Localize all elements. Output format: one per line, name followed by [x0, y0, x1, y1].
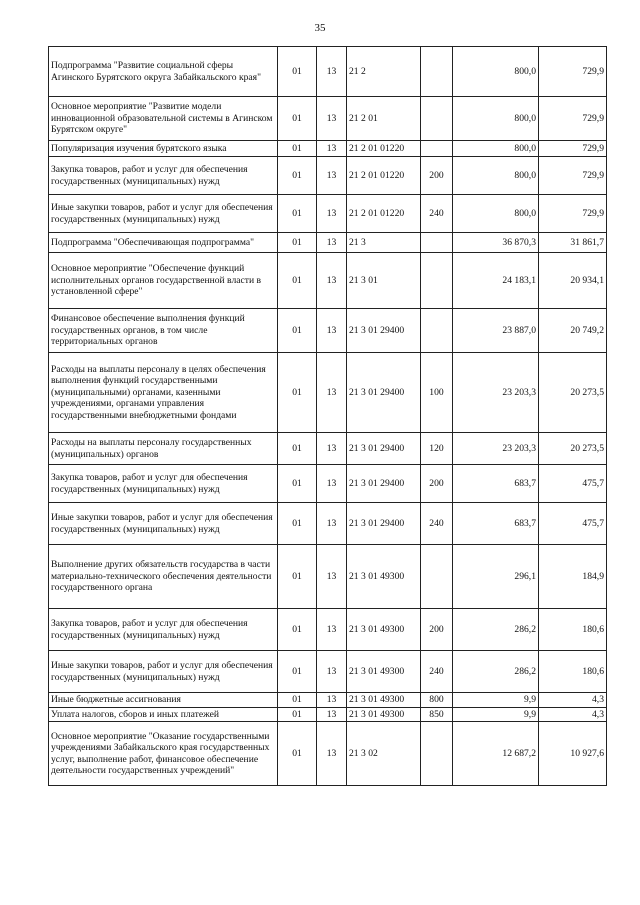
- row-section-code: 01: [278, 195, 317, 233]
- row-planned-amount: 9,9: [453, 707, 539, 722]
- row-name: Финансовое обеспечение выполнения функций государственных органов, в том числе территориальных органов: [49, 309, 278, 353]
- row-executed-amount: 20 934,1: [539, 253, 607, 309]
- row-target-article-code: 21 3 01 49300: [347, 609, 421, 651]
- table-row: [49, 503, 607, 545]
- row-target-article-code: 21 2 01 01220: [347, 195, 421, 233]
- row-executed-amount: 4,3: [539, 693, 607, 708]
- row-expense-type-code: [421, 253, 453, 309]
- row-section-code: 01: [278, 433, 317, 465]
- row-name: Основное мероприятие "Оказание государственными учреждениями Забайкальского края государственных услуг, выполнение работ, финансовое обеспечение деятельности государственных учреждений": [49, 722, 278, 786]
- row-planned-amount: 800,0: [453, 97, 539, 141]
- row-expense-type-code: [421, 97, 453, 141]
- row-subsection-code: 13: [317, 253, 347, 309]
- row-subsection-code: 13: [317, 157, 347, 195]
- row-section-code: 01: [278, 545, 317, 609]
- row-subsection-code: 13: [317, 309, 347, 353]
- row-planned-amount: 683,7: [453, 503, 539, 545]
- row-name: Уплата налогов, сборов и иных платежей: [49, 707, 278, 722]
- row-target-article-code: 21 2 01: [347, 97, 421, 141]
- row-target-article-code: 21 2 01 01220: [347, 157, 421, 195]
- row-executed-amount: 475,7: [539, 465, 607, 503]
- row-executed-amount: 10 927,6: [539, 722, 607, 786]
- row-subsection-code: 13: [317, 97, 347, 141]
- row-subsection-code: 13: [317, 433, 347, 465]
- row-section-code: 01: [278, 465, 317, 503]
- table-row: [49, 47, 607, 97]
- row-executed-amount: 4,3: [539, 707, 607, 722]
- row-subsection-code: 13: [317, 503, 347, 545]
- table-row: [49, 309, 607, 353]
- row-planned-amount: 683,7: [453, 465, 539, 503]
- row-target-article-code: 21 3 01 29400: [347, 433, 421, 465]
- budget-table: [48, 46, 607, 786]
- row-subsection-code: 13: [317, 722, 347, 786]
- table-row: [49, 353, 607, 433]
- row-name: Подпрограмма "Развитие социальной сферы Агинского Бурятского округа Забайкальского края": [49, 47, 278, 97]
- row-target-article-code: 21 3 01 29400: [347, 309, 421, 353]
- row-subsection-code: 13: [317, 545, 347, 609]
- table-row: [49, 157, 607, 195]
- row-expense-type-code: [421, 47, 453, 97]
- row-subsection-code: 13: [317, 651, 347, 693]
- row-section-code: 01: [278, 609, 317, 651]
- row-section-code: 01: [278, 233, 317, 253]
- row-section-code: 01: [278, 722, 317, 786]
- row-target-article-code: 21 3 01 29400: [347, 503, 421, 545]
- row-expense-type-code: 240: [421, 503, 453, 545]
- row-target-article-code: 21 3 01 29400: [347, 353, 421, 433]
- row-expense-type-code: 200: [421, 157, 453, 195]
- row-planned-amount: 800,0: [453, 141, 539, 157]
- row-expense-type-code: 200: [421, 465, 453, 503]
- row-expense-type-code: [421, 545, 453, 609]
- row-section-code: 01: [278, 47, 317, 97]
- row-planned-amount: 286,2: [453, 651, 539, 693]
- row-section-code: 01: [278, 503, 317, 545]
- row-planned-amount: 23 203,3: [453, 353, 539, 433]
- row-executed-amount: 20 273,5: [539, 433, 607, 465]
- row-target-article-code: 21 3 02: [347, 722, 421, 786]
- row-executed-amount: 184,9: [539, 545, 607, 609]
- row-expense-type-code: [421, 309, 453, 353]
- row-subsection-code: 13: [317, 609, 347, 651]
- row-section-code: 01: [278, 353, 317, 433]
- row-planned-amount: 286,2: [453, 609, 539, 651]
- row-executed-amount: 20 749,2: [539, 309, 607, 353]
- table-row: [49, 609, 607, 651]
- row-expense-type-code: 100: [421, 353, 453, 433]
- row-planned-amount: 36 870,3: [453, 233, 539, 253]
- row-subsection-code: 13: [317, 353, 347, 433]
- row-section-code: 01: [278, 157, 317, 195]
- row-section-code: 01: [278, 707, 317, 722]
- row-subsection-code: 13: [317, 195, 347, 233]
- table-row: [49, 141, 607, 157]
- row-target-article-code: 21 3 01 49300: [347, 707, 421, 722]
- row-expense-type-code: 800: [421, 693, 453, 708]
- table-row: [49, 707, 607, 722]
- row-executed-amount: 31 861,7: [539, 233, 607, 253]
- row-expense-type-code: 120: [421, 433, 453, 465]
- row-subsection-code: 13: [317, 141, 347, 157]
- row-expense-type-code: [421, 141, 453, 157]
- row-target-article-code: 21 2 01 01220: [347, 141, 421, 157]
- row-target-article-code: 21 3 01: [347, 253, 421, 309]
- row-executed-amount: 729,9: [539, 195, 607, 233]
- row-section-code: 01: [278, 253, 317, 309]
- row-section-code: 01: [278, 309, 317, 353]
- row-name: Закупка товаров, работ и услуг для обеспечения государственных (муниципальных) нужд: [49, 609, 278, 651]
- table-row: [49, 693, 607, 708]
- row-target-article-code: 21 3 01 29400: [347, 465, 421, 503]
- row-planned-amount: 23 887,0: [453, 309, 539, 353]
- row-expense-type-code: [421, 233, 453, 253]
- row-target-article-code: 21 2: [347, 47, 421, 97]
- row-name: Расходы на выплаты персоналу государственных (муниципальных) органов: [49, 433, 278, 465]
- budget-table-body: [49, 47, 607, 786]
- row-section-code: 01: [278, 141, 317, 157]
- row-name: Закупка товаров, работ и услуг для обеспечения государственных (муниципальных) нужд: [49, 465, 278, 503]
- row-name: Иные закупки товаров, работ и услуг для обеспечения государственных (муниципальных) нужд: [49, 651, 278, 693]
- row-section-code: 01: [278, 651, 317, 693]
- row-planned-amount: 24 183,1: [453, 253, 539, 309]
- row-target-article-code: 21 3 01 49300: [347, 693, 421, 708]
- row-expense-type-code: 240: [421, 195, 453, 233]
- row-name: Расходы на выплаты персоналу в целях обеспечения выполнения функций государственными (муниципальными) органами, казенными учреждениями, органами управления государственными внебюджетными фондами: [49, 353, 278, 433]
- table-row: [49, 433, 607, 465]
- row-section-code: 01: [278, 97, 317, 141]
- row-planned-amount: 23 203,3: [453, 433, 539, 465]
- row-planned-amount: 296,1: [453, 545, 539, 609]
- row-executed-amount: 729,9: [539, 97, 607, 141]
- row-expense-type-code: 240: [421, 651, 453, 693]
- row-section-code: 01: [278, 693, 317, 708]
- row-planned-amount: 800,0: [453, 195, 539, 233]
- row-name: Иные бюджетные ассигнования: [49, 693, 278, 708]
- row-name: Основное мероприятие "Развитие модели инновационной образовательной системы в Агинском Бурятском округе": [49, 97, 278, 141]
- row-expense-type-code: 850: [421, 707, 453, 722]
- page-number: 35: [314, 22, 326, 34]
- row-executed-amount: 20 273,5: [539, 353, 607, 433]
- row-subsection-code: 13: [317, 693, 347, 708]
- row-planned-amount: 800,0: [453, 47, 539, 97]
- row-executed-amount: 729,9: [539, 157, 607, 195]
- row-name: Иные закупки товаров, работ и услуг для обеспечения государственных (муниципальных) нужд: [49, 503, 278, 545]
- row-name: Популяризация изучения бурятского языка: [49, 141, 278, 157]
- row-executed-amount: 729,9: [539, 141, 607, 157]
- row-target-article-code: 21 3 01 49300: [347, 545, 421, 609]
- table-row: [49, 651, 607, 693]
- table-row: [49, 465, 607, 503]
- row-executed-amount: 180,6: [539, 609, 607, 651]
- row-subsection-code: 13: [317, 233, 347, 253]
- row-name: Выполнение других обязательств государства в части материально-технического обеспечения деятельности государственного органа: [49, 545, 278, 609]
- table-row: [49, 545, 607, 609]
- row-subsection-code: 13: [317, 707, 347, 722]
- table-row: [49, 195, 607, 233]
- row-target-article-code: 21 3: [347, 233, 421, 253]
- row-executed-amount: 729,9: [539, 47, 607, 97]
- row-planned-amount: 12 687,2: [453, 722, 539, 786]
- row-subsection-code: 13: [317, 47, 347, 97]
- row-executed-amount: 180,6: [539, 651, 607, 693]
- row-expense-type-code: [421, 722, 453, 786]
- row-planned-amount: 9,9: [453, 693, 539, 708]
- row-expense-type-code: 200: [421, 609, 453, 651]
- row-name: Подпрограмма "Обеспечивающая подпрограмма": [49, 233, 278, 253]
- row-name: Иные закупки товаров, работ и услуг для обеспечения государственных (муниципальных) нужд: [49, 195, 278, 233]
- table-row: [49, 233, 607, 253]
- row-subsection-code: 13: [317, 465, 347, 503]
- row-name: Закупка товаров, работ и услуг для обеспечения государственных (муниципальных) нужд: [49, 157, 278, 195]
- row-target-article-code: 21 3 01 49300: [347, 651, 421, 693]
- row-executed-amount: 475,7: [539, 503, 607, 545]
- row-planned-amount: 800,0: [453, 157, 539, 195]
- table-row: [49, 97, 607, 141]
- table-row: [49, 722, 607, 786]
- row-name: Основное мероприятие "Обеспечение функций исполнительных органов государственной власти в установленной сфере": [49, 253, 278, 309]
- table-row: [49, 253, 607, 309]
